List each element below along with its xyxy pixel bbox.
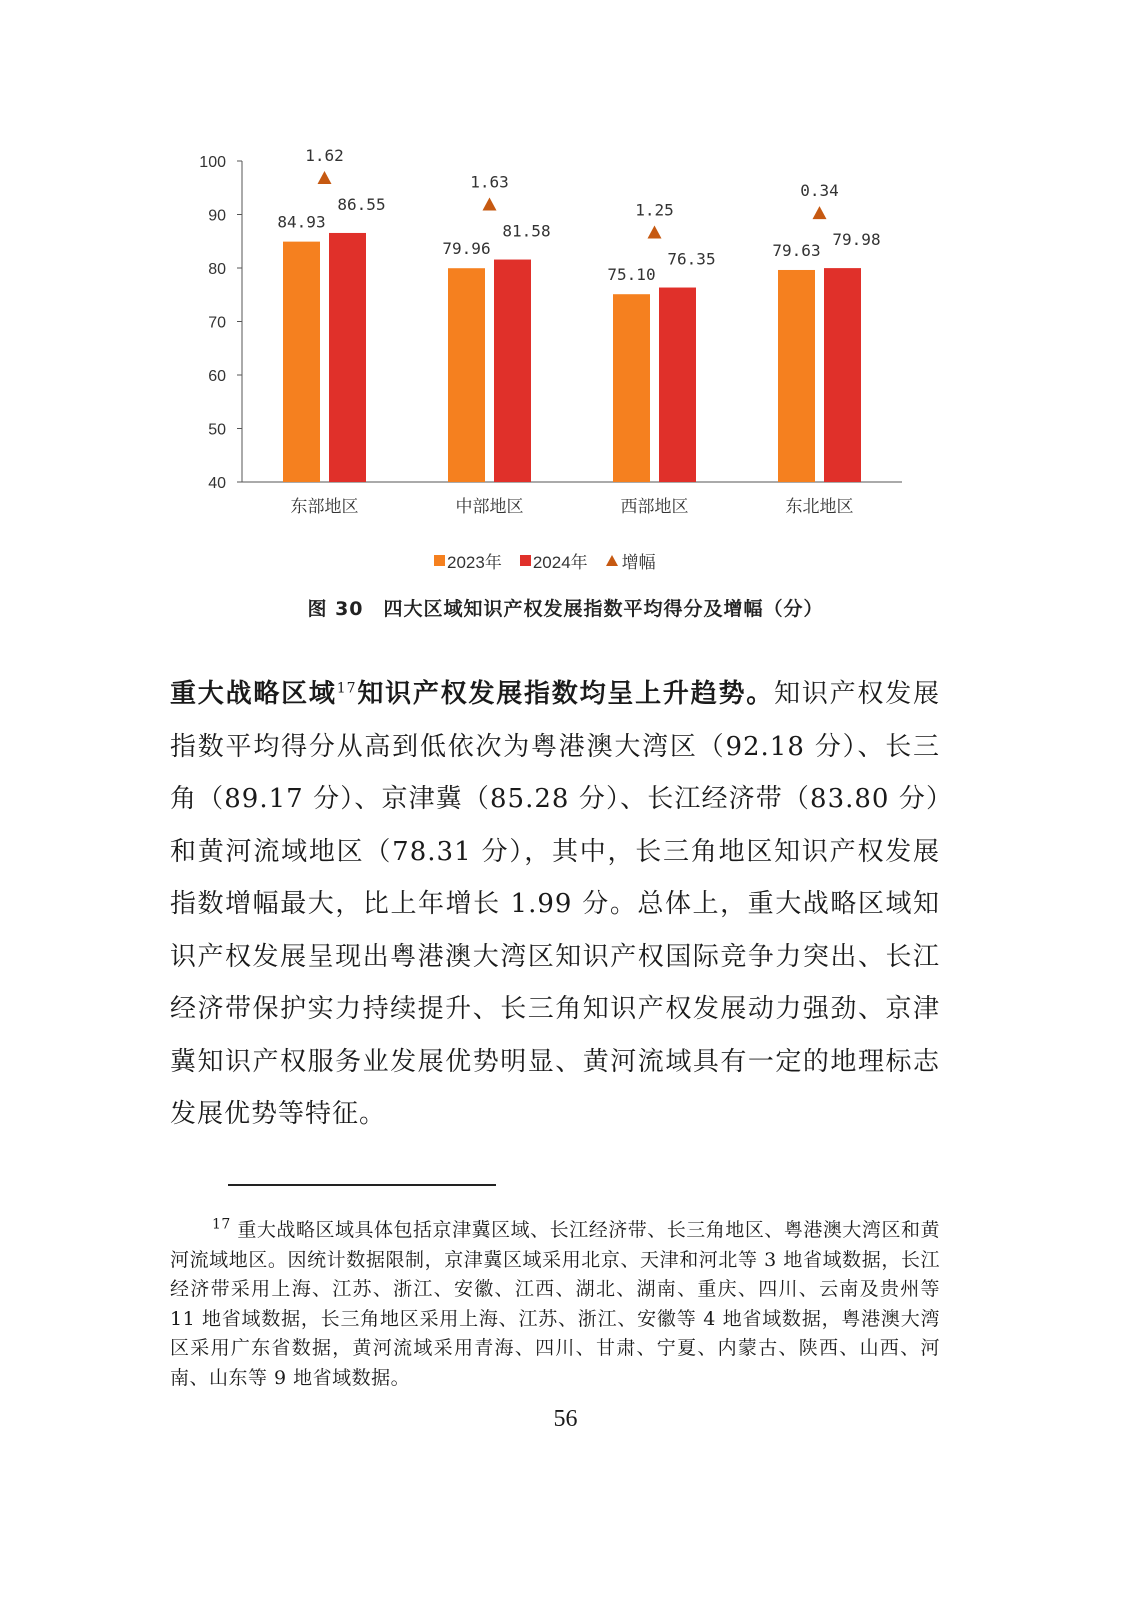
data-label-2023: 84.93 [277, 212, 326, 232]
legend-item-2024 [520, 548, 588, 573]
bar-2024 [659, 288, 696, 482]
footnote-separator [228, 1184, 496, 1186]
value-labels [277, 146, 880, 284]
bar-2024 [329, 233, 366, 482]
bar-2024 [494, 260, 531, 482]
data-label-2024: 81.58 [502, 221, 551, 241]
legend-label-2023: 2023年 [447, 553, 502, 572]
data-label-growth: 1.63 [470, 172, 509, 192]
x-axis-categories [291, 497, 854, 517]
legend-swatch-2023 [434, 555, 445, 566]
bar-2023 [283, 242, 320, 482]
legend-label-growth: 增幅 [621, 553, 656, 572]
y-tick-label: 100 [199, 154, 226, 171]
bar-2023 [448, 268, 485, 482]
bar-2023 [778, 270, 815, 482]
lead-sentence-start: 重大战略区域 [170, 679, 337, 709]
data-label-growth: 1.25 [635, 200, 674, 220]
chart-legend [434, 548, 656, 573]
bars [283, 233, 861, 482]
legend-item-2023 [434, 548, 502, 573]
triangle-marker-icon [606, 555, 618, 566]
figure-caption: 图 30 四大区域知识产权发展指数平均得分及增幅（分） [307, 598, 824, 620]
footnote-body [170, 1216, 940, 1393]
paragraph-text: 知识产权发展指数平均得分从高到低依次为粤港澳大湾区（92.18 分）、长三角（89.17 分）、京津冀（85.28 分）、长江经济带（83.80 分）和黄河流域地区（78.31 分），其中，长三角地区知识产权发展指数增幅最大，比上年增长 1.99 分。总体上，重大战略区域知识产权发展呈现出粤港澳大湾区知识产权国际竞争力突出、长江经济带保护实力持续提升、长三角知识产权发展动力强劲、京津冀知识产权服务业发展优势明显、黄河流域具有一定的地理标志发展优势等特征。 [170, 679, 940, 1129]
bar-chart [180, 140, 940, 600]
x-category-label: 东北地区 [785, 497, 854, 517]
page-number: 56 [553, 1406, 578, 1432]
y-tick-label: 40 [208, 475, 226, 492]
footnote-number: 17 [212, 1216, 231, 1233]
growth-marker-triangle [813, 206, 827, 219]
x-category-label: 东部地区 [290, 497, 359, 517]
data-label-2024: 86.55 [337, 194, 386, 214]
data-label-growth: 1.62 [305, 145, 344, 165]
data-label-2024: 79.98 [832, 230, 881, 250]
y-tick-label: 80 [208, 261, 226, 278]
data-label-growth: 0.34 [800, 181, 839, 201]
data-label-2023: 75.10 [607, 265, 656, 285]
y-tick-label: 60 [208, 368, 226, 385]
y-tick-label: 70 [208, 314, 226, 332]
x-category-label: 中部地区 [455, 497, 524, 517]
growth-marker-triangle [483, 198, 497, 211]
growth-marker-triangle [648, 226, 662, 239]
legend-item-growth [606, 548, 656, 573]
footnote-reference: 17 [336, 680, 357, 697]
footnote [170, 1216, 940, 1393]
data-label-2023: 79.96 [442, 239, 491, 259]
y-tick-label: 90 [208, 207, 226, 225]
legend-swatch-2024 [520, 555, 531, 566]
x-category-label: 西部地区 [620, 497, 689, 517]
footnote-text: 重大战略区域具体包括京津冀区域、长江经济带、长三角地区、粤港澳大湾区和黄河流域地区。因统计数据限制，京津冀区域采用北京、天津和河北等 3 地省域数据，长江经济带采用上海、江苏、浙江、安徽、江西、湖北、湖南、重庆、四川、云南及贵州等 11 地省域数据，长三角地区采用上海、江苏、浙江、安徽等 4 地省域数据，粤港澳大湾区采用广东省数据，黄河流域采用青海、四川、甘肃、宁夏、内蒙古、陕西、山西、河南、山东等 9 地省域数据。 [170, 1219, 940, 1389]
growth-marker-triangle [318, 171, 332, 184]
data-label-2024: 76.35 [667, 249, 716, 269]
body-paragraph [170, 668, 940, 1141]
bar-2023 [613, 294, 650, 482]
bar-2024 [824, 268, 861, 482]
y-tick-label: 50 [208, 421, 226, 439]
legend-label-2024: 2024年 [532, 553, 588, 572]
data-label-2023: 79.63 [772, 240, 821, 260]
lead-sentence-end: 知识产权发展指数均呈上升趋势。 [356, 679, 775, 709]
